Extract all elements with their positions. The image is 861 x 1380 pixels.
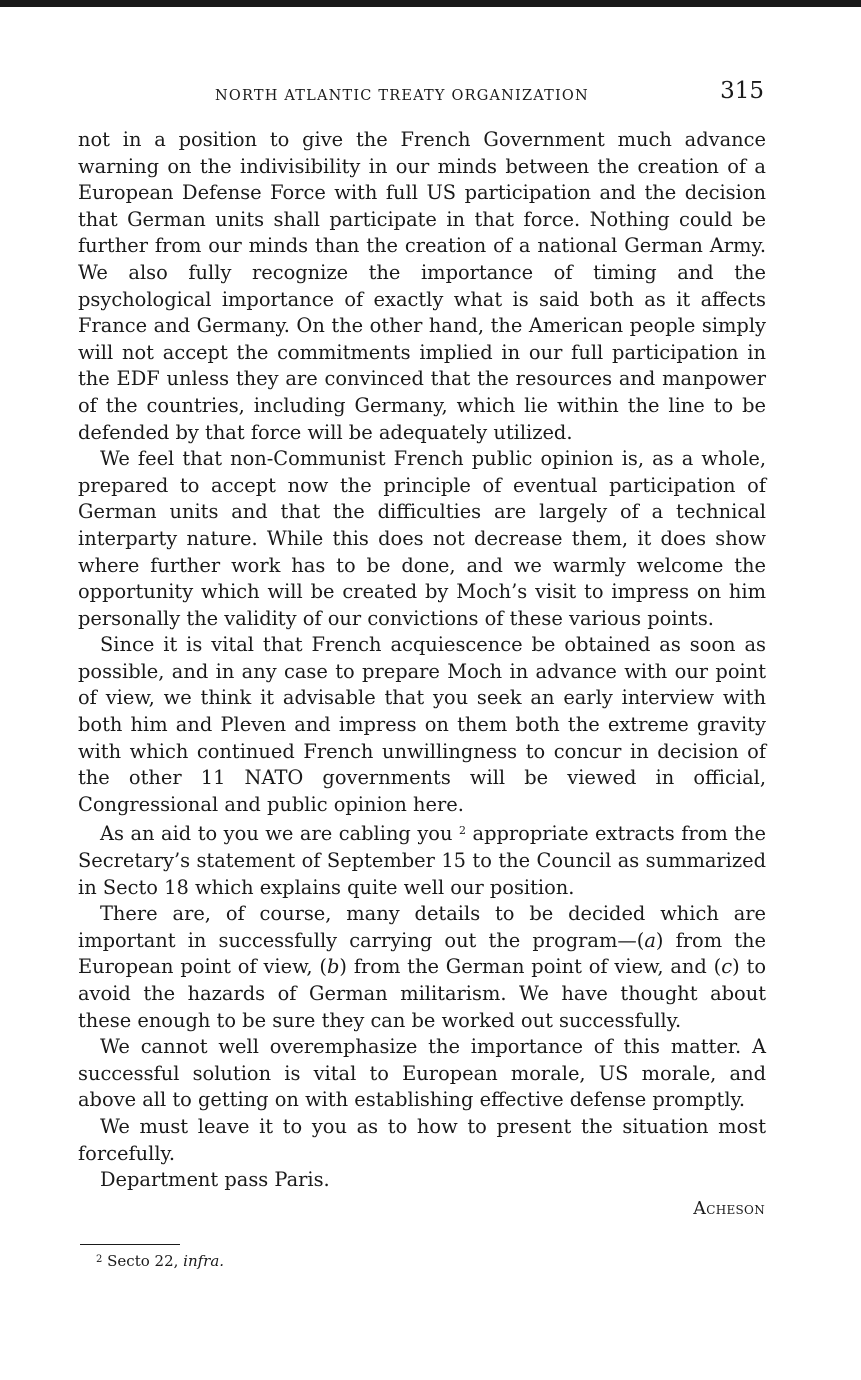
paragraph-5-text-c: ) from the German point of view, and ( [339,955,722,979]
paragraph-2: We feel that non-Communist French public opinion is, as a whole, prepared to accept now the principle of eventual participation of German units and that the difficulties are largely of a technical interparty nature. While this does not decrease them, it does show where further work has to be done, and we warmly welcome the opportunity which will be created by Moch’s visit to impress on him personally the validity of our convictions of these various points. [78,447,766,630]
paragraph-4 [78,818,766,901]
body-text [78,127,766,1194]
paragraph-7: We must leave it to you as to how to present the situation most forcefully. [78,1114,766,1165]
paragraph-5-text-d: ) to avoid the hazards of German militarism. We have thought about these enough to be sure they can be worked out successfully. [78,955,766,1032]
paragraph-3: Since it is vital that French acquiescence be obtained as soon as possible, and in any case to prepare Moch in advance with our point of view, we think it advisable that you seek an early interview with both him and Pleven and impress on them both the extreme gravity with which continued French unwillingness to concur in decision of the other 11 NATO governments will be viewed in official, Congressional and public opinion here. [78,633,766,816]
paragraph-5 [78,901,766,1034]
paragraph-4-text-a: As an aid to you we are cabling you [100,822,453,846]
footnote-marker: 2 [96,1254,103,1265]
page-header [78,78,766,112]
item-a-label: a [644,928,656,952]
paragraph-4-text-b: appropriate extracts from the Secretary’s statement of September 15 to the Council as summarized in Secto 18 which explains quite well our position. [78,822,766,899]
footnote-reference: 2 [459,824,466,838]
footnote [96,1252,224,1270]
item-c-label: c [721,955,733,979]
paragraph-8: Department pass Paris. [100,1168,330,1192]
page-number: 315 [720,78,764,104]
signature: Acheson [693,1199,765,1219]
paragraph-6: We cannot well overemphasize the importance of this matter. A successful solution is vital to European morale, US morale, and above all to getting on with establishing effective defense promptly. [78,1035,766,1112]
paragraph-1: not in a position to give the French Government much advance warning on the indivisibility in our minds between the creation of a European Defense Force with full US participation and the decision that German units shall participate in that force. Nothing could be further from our minds than the creation of a national German Army. We also fully recognize the importance of timing and the psychological importance of exactly what is said both as it affects France and Germany. On the other hand, the American people simply will not accept the commitments implied in our full participation in the EDF unless they are convinced that the resources and manpower of the countries, including Germany, which lie within the line to be defended by that force will be adequately utilized. [78,128,766,444]
paragraph-5-text-b: ) from the European point of view, ( [78,928,766,979]
paragraph-5-text-a: There are, of course, many details to be decided which are important in successfully carrying out the program—( [78,902,766,952]
item-b-label: b [327,955,340,979]
top-border-rule [0,0,861,7]
footnote-text: Secto 22, [107,1252,184,1270]
footnote-italic: infra. [183,1252,225,1270]
footnote-rule [80,1244,180,1245]
running-head: NORTH ATLANTIC TREATY ORGANIZATION [215,88,589,104]
